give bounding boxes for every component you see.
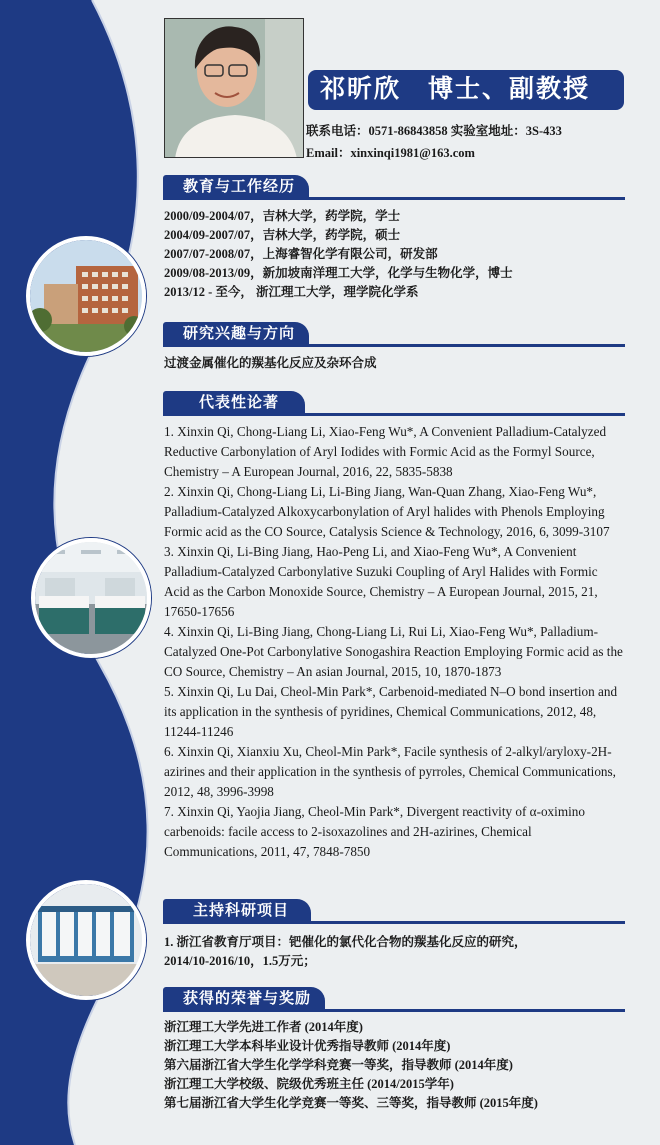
honors-header: [163, 987, 625, 1013]
list-item: 浙江理工大学本科毕业设计优秀指导教师 (2014年度): [164, 1039, 451, 1053]
name-title: 祁昕欣 博士、副教授: [320, 76, 591, 103]
publication-item: 2. Xinxin Qi, Chong-Liang Li, Li-Bing Jiang, Wan-Quan Zhang, Xiao-Feng Wu*, Palladium-Catalyzed Alkoxycarbonylation of Aryl halides with Phenols Employing Formic acid as the CO Source, Catalysis Science & Technology, 2016, 6, 3099-3107: [164, 484, 610, 539]
list-item: 浙江理工大学先进工作者 (2014年度): [164, 1020, 363, 1034]
publications-list: [164, 422, 624, 862]
publication-item: 6. Xinxin Qi, Xianxiu Xu, Cheol-Min Park*, Facile synthesis of 2-alkyl/aryloxy-2H-azirines and their application in the synthesis of pyrroles, Chemical Communications, 2012, 48, 3996-3998: [164, 744, 616, 799]
portrait-photo: [164, 18, 304, 158]
list-item: 第七届浙江省大学生化学竞赛一等奖、三等奖，指导教师 (2015年度): [164, 1096, 538, 1110]
publication-item: 1. Xinxin Qi, Chong-Liang Li, Xiao-Feng Wu*, A Convenient Palladium-Catalyzed Reductive Carbonylation of Aryl Iodides with Formic Acid as the Formyl Source, Chemistry – A European Journal, 2016, 22, 5835-5838: [164, 424, 607, 479]
contact-email: Email：xinxinqi1981@163.com: [306, 146, 475, 160]
exhibition-hall-photo: [26, 880, 146, 1000]
list-item: 2000/09-2004/07，吉林大学，药学院，学士: [164, 209, 401, 223]
list-item: 第六届浙江省大学生化学学科竞赛一等奖，指导教师 (2014年度): [164, 1058, 513, 1072]
publications-header: [163, 391, 625, 417]
section-divider: [163, 344, 625, 347]
laboratory-photo: [31, 538, 151, 658]
education-title: 教育与工作经历: [163, 175, 309, 199]
publication-item: 7. Xinxin Qi, Yaojia Jiang, Cheol-Min Park*, Divergent reactivity of α-oximino carbenoids: facile access to 2-isoxazolines and 2H-azirines, Chemical Communications, 2011, 47, 7848-7850: [164, 804, 585, 859]
publication-item: 4. Xinxin Qi, Li-Bing Jiang, Chong-Liang Li, Rui Li, Xiao-Feng Wu*, Palladium-Catalyzed One-Pot Carbonylative Sonogashira Reaction Employing Formic acid as the CO Source, Chemistry – An asian Journal, 2015, 10, 1870-1873: [164, 624, 623, 679]
research-block: [164, 354, 626, 373]
list-item: 2009/08-2013/09，新加坡南洋理工大学，化学与生物化学，博士: [164, 266, 513, 280]
publication-item: 3. Xinxin Qi, Li-Bing Jiang, Hao-Peng Li, and Xiao-Feng Wu*, A Convenient Palladium-Catalyzed Carbonylative Suzuki Coupling of Aryl Halides with Formic Acid as the Carbon Monoxide Source, Chemistry – A European Journal, 2015, 21, 17650-17656: [164, 544, 598, 619]
list-item: 2013/12 - 至今， 浙江理工大学，理学院化学系: [164, 285, 419, 299]
section-divider: [163, 413, 625, 416]
list-item: 2014/10-2016/10，1.5万元；: [164, 954, 316, 968]
list-item: 2007/07-2008/07，上海睿智化学有限公司，研发部: [164, 247, 438, 261]
honors-list: [164, 1018, 626, 1113]
publications-title: 代表性论著: [163, 391, 305, 415]
research-title: 研究兴趣与方向: [163, 322, 309, 346]
section-divider: [163, 197, 625, 200]
section-divider: [163, 921, 625, 924]
research-text: 过渡金属催化的羰基化反应及杂环合成: [164, 356, 377, 370]
projects-list: [164, 933, 626, 971]
name-title-banner: [308, 70, 624, 110]
research-header: [163, 322, 625, 348]
contact-phone-lab: 联系电话：0571-86843858 实验室地址：3S-433: [306, 124, 562, 138]
education-list: [164, 207, 626, 302]
publication-item: 5. Xinxin Qi, Lu Dai, Cheol-Min Park*, Carbenoid-mediated N–O bond insertion and its application in the synthesis of pyridines, Chemical Communications, 2012, 48, 11244-11246: [164, 684, 618, 739]
list-item: 浙江理工大学校级、院级优秀班主任 (2014/2015学年): [164, 1077, 454, 1091]
section-divider: [163, 1009, 625, 1012]
list-item: 1. 浙江省教育厅项目：钯催化的氯代化合物的羰基化反应的研究，: [164, 935, 527, 949]
campus-building-photo: [26, 236, 146, 356]
honors-title: 获得的荣誉与奖励: [163, 987, 325, 1011]
list-item: 2004/09-2007/07，吉林大学，药学院，硕士: [164, 228, 401, 242]
education-header: [163, 175, 625, 201]
projects-title: 主持科研项目: [163, 899, 311, 923]
projects-header: [163, 899, 625, 925]
